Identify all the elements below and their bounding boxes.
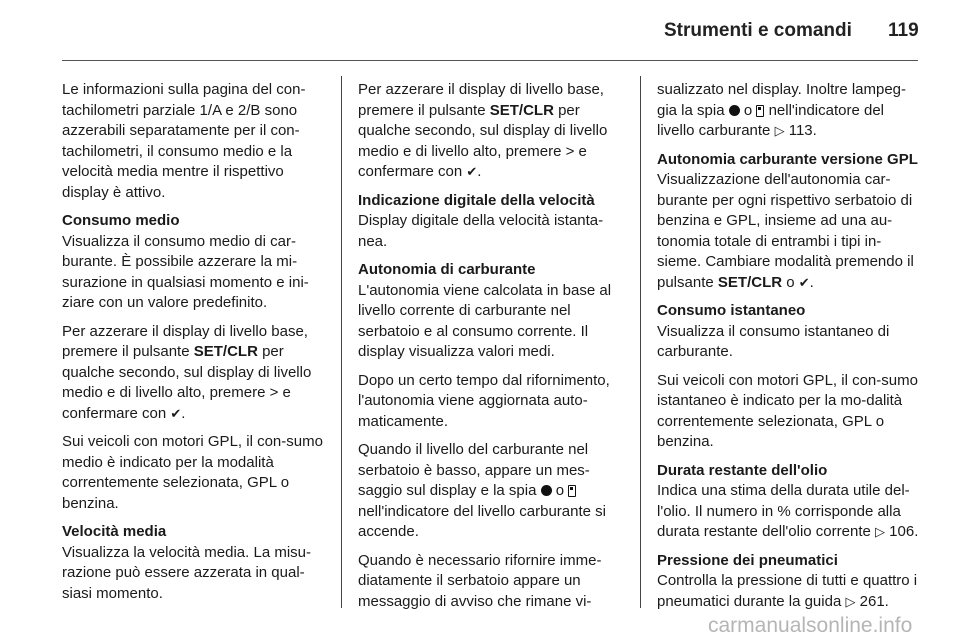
text-run: e confermare con (62, 384, 291, 422)
paragraph-consumo-istantaneo: Visualizza il consumo istantaneo di carburante. (657, 322, 890, 360)
text-column-2 (358, 80, 626, 620)
page-ref-arrow-icon: ▷ (845, 593, 856, 609)
warning-lamp-dot-icon (541, 485, 552, 496)
text-run: Per azzerare il display di livello base, premere il pulsante (358, 81, 604, 119)
text-run: . (477, 163, 482, 180)
heading-autonomia-gpl: Autonomia carburante versione GPL (657, 150, 918, 168)
text-run: Visualizzazione dell'autonomia car-burante per ogni rispettivo serbatoio di benzina e GPL, insieme ad una au-tonomia totale di entrambi i tipi in-sieme. Cambiare modalità premendo il pulsante (657, 171, 914, 291)
paragraph-autonomia: L'autonomia viene calcolata in base al livello corrente di carburante nel serbatoio e al consumo corrente. Il display visualizza valori medi. (358, 281, 612, 360)
button-label-set-clr: SET/CLR (717, 273, 783, 291)
header-rule (62, 60, 918, 61)
checkmark-icon: ✔ (170, 405, 182, 421)
text-run: Per azzerare il display di livello base, premere il pulsante (62, 322, 308, 360)
paragraph-reset-instructions-2 (358, 80, 626, 183)
text-run: . (884, 592, 889, 610)
column-divider-1 (341, 76, 342, 608)
paragraph-rifornimento: Dopo un certo tempo dal rifornimento, l'autonomia viene aggiornata auto-maticamente. (358, 371, 610, 430)
paragraph-rifornire: Quando è necessario rifornire imme-diatamente il serbatoio appare un messaggio di avviso che rimane vi- (358, 551, 602, 610)
text-run: o (739, 101, 757, 119)
text-run: o (782, 273, 799, 291)
paragraph-intro: Le informazioni sulla pagina del con-tachilometri parziale 1/A e 2/B sono azzerabili separatamente per il con-tachilometri, il consumo medio e la velocità media mentre il rispettivo display è attivo. (62, 81, 306, 201)
warning-lamp-dot-icon (729, 105, 740, 116)
button-label-set-clr: SET/CLR (193, 343, 258, 360)
text-run: nell'indicatore del livello carburante (657, 101, 885, 139)
text-run: per qualche secondo, sul display di livello medio e di livello alto, premere (62, 343, 312, 401)
heading-consumo-istantaneo: Consumo istantaneo (657, 302, 806, 319)
page-ref-arrow-icon: ▷ (774, 123, 785, 138)
heading-pressione-pneumatici: Pressione dei pneumatici (657, 551, 838, 569)
paragraph-reset-instructions (62, 322, 327, 425)
column-divider-2 (640, 76, 641, 608)
checkmark-icon: ✔ (466, 164, 478, 179)
fuel-pump-icon (568, 485, 576, 497)
text-run: Indica una stima della durata utile del-l'olio. Il numero in % corrisponde alla durata restante dell'olio corrente (657, 482, 910, 540)
paragraph-continuation (657, 80, 921, 142)
watermark: carmanualsonline.info (708, 614, 913, 637)
paragraph-velocita-digitale: Display digitale della velocità istanta-nea. (358, 212, 604, 250)
text-run: per qualche secondo, sul display di livello medio e di livello alto, premere (358, 101, 608, 160)
heading-autonomia-carburante: Autonomia di carburante (358, 261, 536, 278)
paragraph-consumo-medio: Visualizza il consumo medio di car-burante. È possibile azzerare la mi-surazione in qualsiasi momento e ini-ziare con un valore predefinito. (62, 232, 309, 311)
paragraph-gpl-consumo: Sui veicoli con motori GPL, il con-sumo medio è indicato per la modalità correntemente selezionata, GPL o benzina. (62, 433, 323, 512)
text-run: e confermare con (358, 142, 587, 180)
heading-velocita-digitale: Indicazione digitale della velocità (358, 191, 595, 209)
heading-velocita-media: Velocità media (62, 523, 167, 540)
paragraph-livello-basso (358, 440, 626, 543)
paragraph-istantaneo-gpl: Sui veicoli con motori GPL, il con-sumo istantaneo è indicato per la mo-dalità correntemente selezionata, GPL o benzina. (657, 371, 918, 450)
page-reference[interactable]: 113 (788, 122, 813, 139)
text-run: sualizzato nel display. Inoltre lampeg-gia la spia (657, 81, 907, 119)
text-run: . (914, 523, 919, 540)
text-run: nell'indicatore del livello carburante si accende. (358, 502, 606, 540)
page-ref-arrow-icon: ▷ (875, 524, 885, 539)
page-reference[interactable]: 106 (889, 523, 915, 540)
text-column-3 (657, 80, 921, 620)
fuel-pump-icon (756, 105, 764, 117)
paragraph-velocita-media: Visualizza la velocità media. La misu-razione può essere azzerata in qual-siasi momento. (62, 543, 312, 602)
paragraph-pressione-pneumatici (657, 571, 921, 612)
checkmark-icon: ✔ (798, 274, 810, 290)
chevron-right-icon: > (269, 384, 279, 401)
paragraph-autonomia-gpl (657, 170, 921, 293)
page-number: 119 (888, 20, 919, 41)
button-label-set-clr: SET/CLR (489, 101, 554, 119)
text-column-1 (62, 80, 327, 612)
page-header-title: Strumenti e comandi (664, 20, 852, 41)
text-run: . (809, 273, 814, 291)
text-run: Controlla la pressione di tutti e quattro i pneumatici durante la guida (657, 572, 918, 610)
text-run: o (551, 482, 569, 499)
paragraph-durata-olio (657, 481, 921, 543)
heading-consumo-medio: Consumo medio (62, 212, 180, 229)
page-reference[interactable]: 261 (859, 592, 885, 610)
chevron-right-icon: > (565, 142, 575, 160)
heading-durata-olio: Durata restante dell'olio (657, 461, 828, 479)
text-run: . (812, 122, 817, 139)
text-run: . (181, 404, 186, 422)
text-run: Quando il livello del carburante nel serbatoio è basso, appare un mes-saggio sul display e la spia (358, 441, 590, 499)
